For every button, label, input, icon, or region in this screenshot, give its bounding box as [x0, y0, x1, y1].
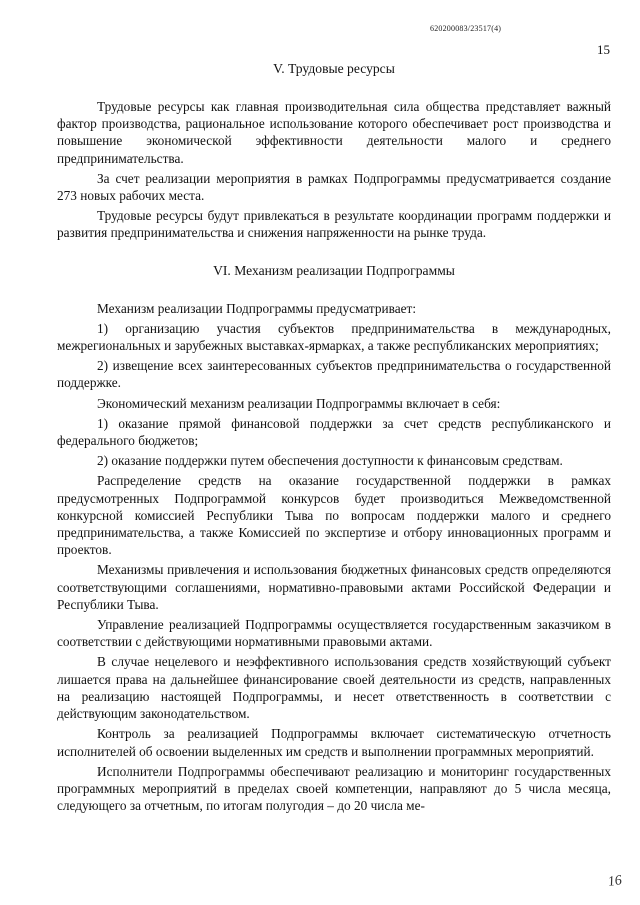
section-title-implementation-mechanism: VI. Механизм реализации Подпрограммы: [213, 262, 455, 278]
section-title-labor-resources: V. Трудовые ресурсы: [273, 61, 395, 76]
page-number: 15: [597, 42, 610, 57]
paragraph: В случае нецелевого и неэффективного использования средств хозяйствующий субъект лишается права на дальнейшее финансирование своей деятельности из средств, направленных на реализацию настоящей Подпрограммы, и несет ответственность в соответствии с действующим законодательством.: [57, 654, 611, 722]
list-item: 1) оказание прямой финансовой поддержки за счет средств республиканского и федерального бюджетов;: [57, 415, 611, 449]
paragraph: Контроль за реализацией Подпрограммы включает систематическую отчетность исполнителей об освоении выделенных им средств и выполнении программных мероприятий.: [57, 726, 611, 759]
handwritten-page-mark: 16: [606, 873, 623, 890]
paragraph: Управление реализацией Подпрограммы осуществляется государственным заказчиком в соответствии с действующими нормативными правовыми актами.: [57, 617, 611, 650]
paragraph: Трудовые ресурсы будут привлекаться в результате координации программ поддержки и развития предпринимательства и снижения напряженности на рынке труда.: [57, 208, 611, 241]
list-item: 2) оказание поддержки путем обеспечения доступности к финансовым средствам.: [97, 453, 563, 469]
document-body: [57, 60, 611, 817]
paragraph: За счет реализации мероприятия в рамках Подпрограммы предусматривается создание 273 новых рабочих места.: [57, 170, 611, 204]
paragraph: Трудовые ресурсы как главная производительная сила общества представляет важный фактор производства, рациональное использование которого обеспечивает рост производства и повышение экономической эффективности деятельности малого и среднего предпринимательства.: [57, 99, 611, 166]
paragraph: Исполнители Подпрограммы обеспечивают реализацию и мониторинг государственных программных мероприятий в пределах своей компетенции, направляют до 5 числа месяца, следующего за отчетным, по итогам полугодия – до 20 числа ме-: [57, 763, 611, 814]
paragraph: Механизм реализации Подпрограммы предусматривает:: [97, 300, 417, 316]
paragraph: Экономический механизм реализации Подпрограммы включает в себя:: [97, 395, 501, 411]
paragraph: Распределение средств на оказание государственной поддержки в рамках предусмотренных Подпрограммой конкурсов будет производиться Межведомственной конкурсной комиссией Республики Тыва по вопросам поддержки малого и среднего предпринимательства, а также Комиссией по экспертизе и отбору инновационных программ и проектов.: [57, 473, 611, 558]
list-item: 1) организацию участия субъектов предпринимательства в международных, межрегиональных и зарубежных выставках-ярмарках, а также республиканских мероприятиях;: [57, 320, 611, 354]
list-item: 2) извещение всех заинтересованных субъектов предпринимательства о государственной поддержке.: [57, 358, 611, 391]
paragraph: Механизмы привлечения и использования бюджетных финансовых средств определяются соответствующими соглашениями, нормативно-правовыми актами Российской Федерации и Республики Тыва.: [57, 562, 611, 612]
document-id: 620200083/23517(4): [430, 24, 502, 33]
